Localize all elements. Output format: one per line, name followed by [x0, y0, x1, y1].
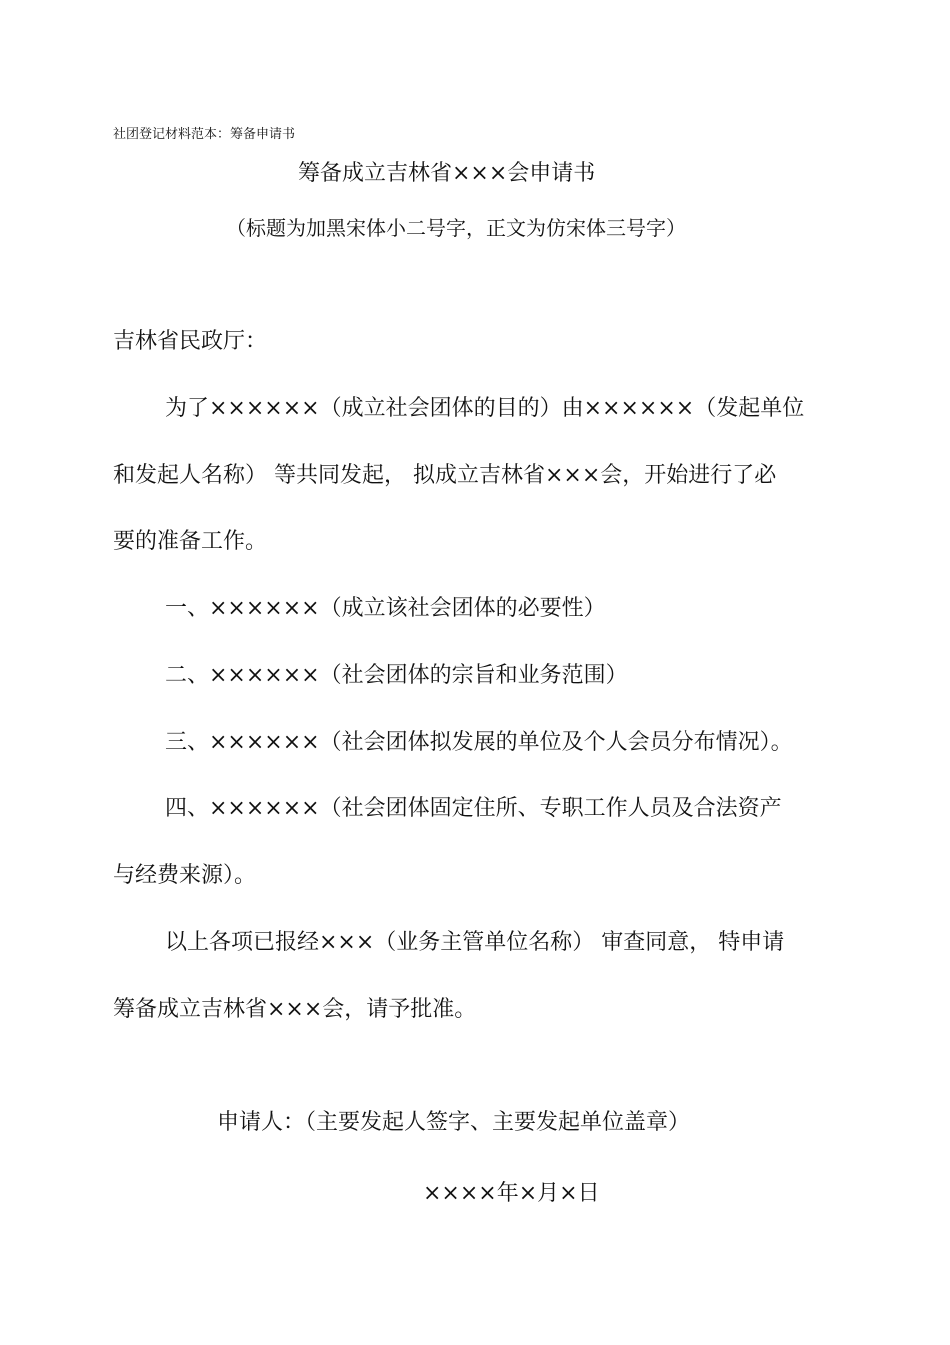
closing-line: 以上各项已报经×××（业务主管单位名称） 审查同意， 特申请 — [165, 930, 785, 955]
salutation: 吉林省民政厅： — [113, 329, 268, 354]
paragraph-line: 要的准备工作。 — [113, 529, 268, 554]
closing-line: 筹备成立吉林省×××会，请予批准。 — [113, 997, 477, 1022]
paragraph-line: 为了××××××（成立社会团体的目的）由××××××（发起单位 — [165, 396, 805, 421]
list-item: 三、××××××（社会团体拟发展的单位及个人会员分布情况）。 — [165, 730, 793, 755]
list-item: 二、××××××（社会团体的宗旨和业务范围） — [165, 663, 628, 688]
format-note: （标题为加黑宋体小二号字，正文为仿宋体三号字） — [226, 216, 686, 240]
paragraph-line: 和发起人名称） 等共同发起， 拟成立吉林省×××会，开始进行了必 — [113, 463, 777, 488]
list-item: 一、××××××（成立该社会团体的必要性） — [165, 596, 606, 621]
document-title: 筹备成立吉林省×××会申请书 — [298, 161, 596, 186]
list-item: 四、××××××（社会团体固定住所、专职工作人员及合法资产 — [165, 796, 782, 821]
list-item: 与经费来源）。 — [113, 863, 257, 888]
signature-line: 申请人：（主要发起人签字、主要发起单位盖章） — [217, 1110, 691, 1135]
date-line: ××××年×月×日 — [423, 1181, 600, 1206]
document-caption: 社团登记材料范本：筹备申请书 — [113, 127, 296, 142]
